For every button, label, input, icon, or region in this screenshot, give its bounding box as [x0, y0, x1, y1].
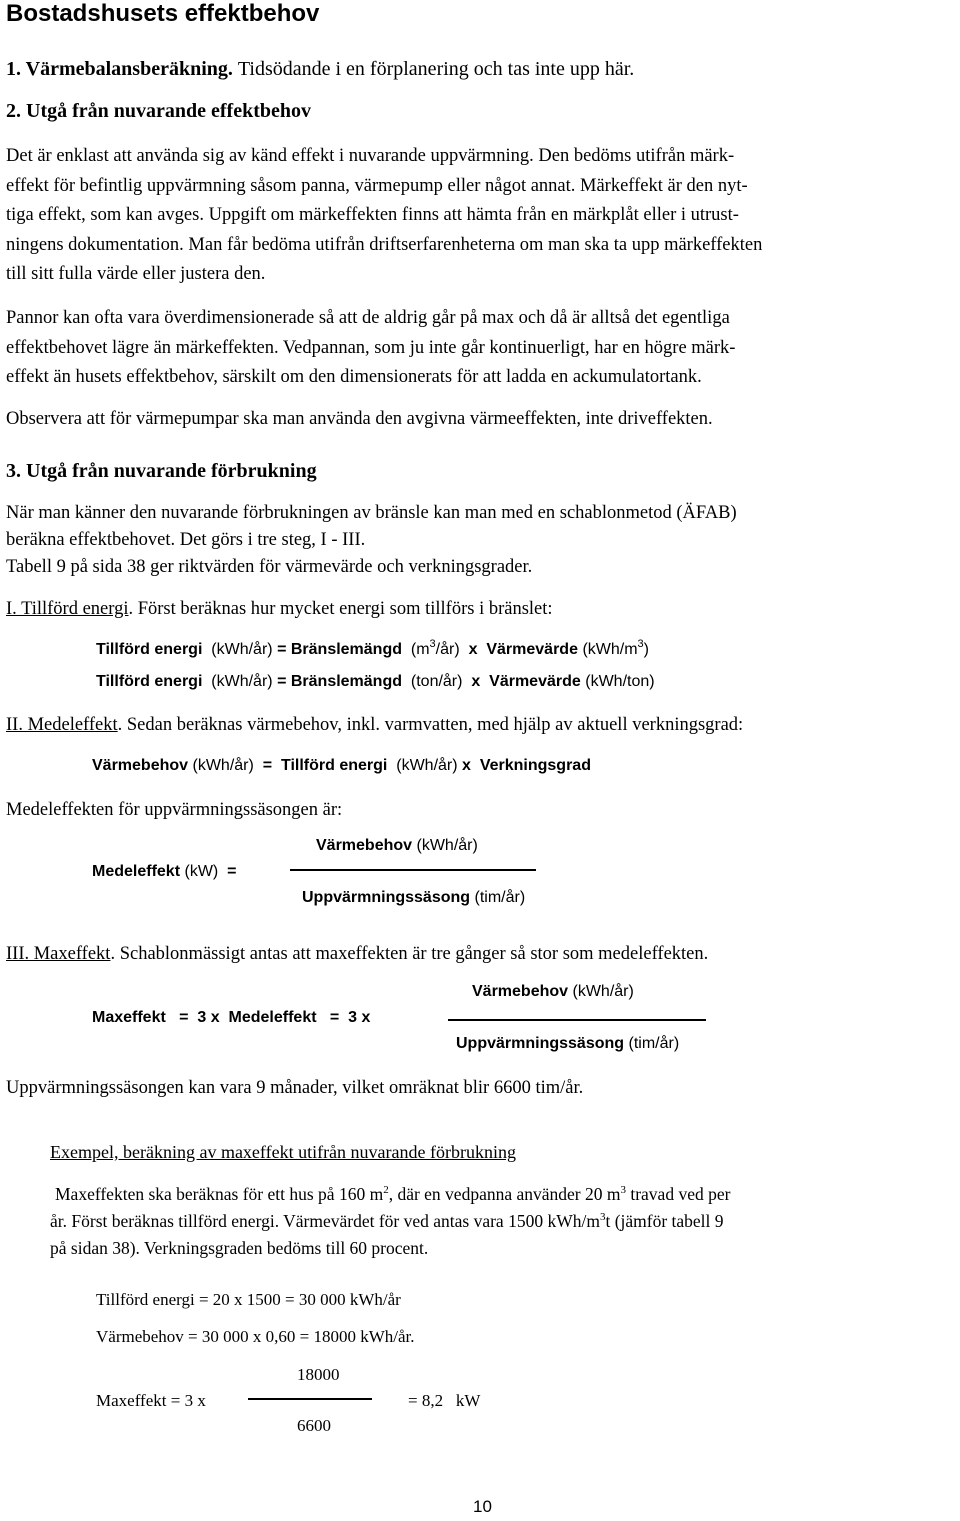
formula-term: Värmebehov	[316, 837, 413, 854]
paragraph-line: Pannor kan ofta vara överdimensionerade så att de aldrig går på max och då är alltså det egentliga	[6, 308, 730, 328]
section-3-heading	[6, 460, 317, 483]
formula-term: Värmebehov	[472, 983, 569, 1000]
calc-maxeffekt-numerator: 18000	[297, 1365, 340, 1384]
formula-term: Bränslemängd	[290, 673, 402, 690]
formula-varmebehov	[92, 757, 591, 775]
page-number: 10	[473, 1497, 492, 1516]
formula-term: Tillförd energi	[96, 673, 203, 690]
formula-unit: (m	[410, 641, 430, 658]
paragraph-line: effekt än husets effektbehov, särskilt om den dimensionerats för att ladda en ackumulatortank.	[6, 367, 702, 387]
formula-term: Verkningsgrad	[479, 757, 591, 774]
paragraph-line: tiga effekt, som kan avges. Uppgift om märkeffekten finns att hämta från en märkplåt eller i utrust-	[6, 205, 739, 225]
formula-4-numerator	[316, 837, 478, 855]
section-1-note: Tidsödande i en förplanering och tas inte upp här.	[237, 58, 635, 80]
formula-term: Medeleffekt	[92, 863, 181, 880]
section-3-paragraph-1	[6, 500, 946, 581]
formula-unit: (kWh/år)	[396, 757, 458, 774]
step-3-label: III. Maxeffekt	[6, 944, 111, 964]
formula-operator: x	[471, 673, 481, 690]
formula-term: Uppvärmningssäsong	[456, 1035, 625, 1052]
paragraph-line: beräkna effektbehovet. Det görs i tre steg, I - III.	[6, 530, 366, 550]
formula-operator: x	[468, 641, 478, 658]
section-2-paragraph-3	[6, 405, 946, 435]
formula-equals: =	[179, 1009, 189, 1026]
example-heading: Exempel, beräkning av maxeffekt utifrån nuvarande förbrukning	[50, 1142, 516, 1162]
section-1-title: Värmebalansberäkning.	[25, 58, 233, 80]
calc-maxeffekt-lhs: Maxeffekt = 3 x	[96, 1391, 206, 1410]
calc-maxeffekt-denominator: 6600	[297, 1416, 331, 1435]
paragraph-line: ningens dokumentation. Man får bedöma utifrån driftserfarenheterna om man ska ta upp märkeffekten	[6, 234, 763, 255]
step-2-label: II. Medeleffekt	[6, 715, 118, 735]
formula-unit: (kWh/m	[582, 641, 638, 658]
formula-superscript: 3	[637, 638, 644, 650]
formula-unit: (kWh/år)	[211, 641, 273, 658]
example-line-1	[50, 1181, 960, 1208]
step-2-description: . Sedan beräknas värmebehov, inkl. varmvatten, med hjälp av aktuell verkningsgrad:	[117, 715, 744, 735]
paragraph-line: Tabell 9 på sida 38 ger riktvärden för värmevärde och verkningsgrader.	[6, 557, 533, 577]
formula-operator: 3 x	[348, 1009, 371, 1026]
example-text: , där en vedpanna använder 20 m	[388, 1184, 621, 1204]
formula-unit: /år)	[435, 641, 460, 658]
fraction-line	[448, 1019, 706, 1021]
example-superscript: 3	[599, 1211, 606, 1223]
formula-unit: (kWh/år)	[211, 673, 273, 690]
formula-unit: (kW)	[184, 863, 219, 880]
paragraph-line: Uppvärmningssäsongen kan vara 9 månader, vilket omräknat blir 6600 tim/år.	[6, 1078, 584, 1098]
formula-unit: (tim/år)	[474, 889, 526, 906]
step-3-description: . Schablonmässigt antas att maxeffekten är tre gånger så stor som medeleffekten.	[110, 944, 709, 964]
medel-intro	[6, 796, 946, 826]
formula-tillford-energi-volume	[96, 638, 649, 659]
result-unit: kW	[455, 1391, 481, 1410]
formula-5-numerator	[472, 983, 634, 1001]
formula-equals: =	[227, 863, 237, 880]
formula-5-lhs	[92, 1009, 370, 1027]
formula-unit: (ton/år)	[410, 673, 463, 690]
example-superscript: 3	[620, 1184, 626, 1196]
formula-superscript: 3	[429, 638, 436, 650]
step-1-text	[6, 595, 946, 625]
formula-term: Uppvärmningssäsong	[302, 889, 471, 906]
example-superscript: 2	[383, 1184, 389, 1196]
formula-unit: (kWh/år)	[416, 837, 478, 854]
formula-equals: =	[277, 673, 287, 690]
calc-tillford-energi: Tillförd energi = 20 x 1500 = 30 000 kWh/år	[96, 1290, 401, 1309]
section-2-paragraph-2	[6, 304, 946, 393]
example-text: Maxeffekten ska beräknas för ett hus på 160 m	[55, 1184, 384, 1204]
formula-term: Maxeffekt	[92, 1009, 166, 1026]
formula-4-denominator	[302, 889, 525, 907]
section-1-number: 1.	[6, 58, 21, 80]
formula-unit: (kWh/år)	[572, 983, 634, 1000]
fraction-line	[290, 869, 536, 871]
formula-operator: 3 x	[197, 1009, 220, 1026]
calc-maxeffekt-result	[408, 1391, 480, 1411]
formula-term: Bränslemängd	[290, 641, 402, 658]
section-3-number: 3.	[6, 460, 21, 482]
example-line-3: på sidan 38). Verkningsgraden bedöms till 60 procent.	[50, 1238, 429, 1258]
formula-term: Värmebehov	[92, 757, 189, 774]
paragraph-line: Observera att för värmepumpar ska man använda den avgivna värmeeffekten, inte driveffekten.	[6, 409, 713, 429]
formula-equals: =	[262, 757, 273, 774]
fraction-line	[248, 1398, 372, 1400]
example-line-2	[50, 1208, 960, 1235]
paragraph-line: Medeleffekten för uppvärmningssäsongen är:	[6, 800, 343, 820]
formula-unit: (tim/år)	[628, 1035, 680, 1052]
step-1-label: I. Tillförd energi	[6, 599, 129, 619]
step-1-description: . Först beräknas hur mycket energi som tillförs i bränslet:	[128, 599, 553, 619]
section-2-number: 2.	[6, 100, 21, 122]
section-1-heading	[6, 58, 634, 81]
page-title: Bostadshusets effektbehov	[6, 0, 320, 27]
calc-varmebehov: Värmebehov = 30 000 x 0,60 = 18000 kWh/år.	[96, 1327, 415, 1346]
section-3-title: Utgå från nuvarande förbrukning	[26, 460, 317, 482]
formula-5-denominator	[456, 1035, 679, 1053]
result-value: = 8,2	[408, 1391, 444, 1410]
formula-term: Medeleffekt	[228, 1009, 317, 1026]
formula-term: Tillförd energi	[96, 641, 203, 658]
paragraph-line: till sitt fulla värde eller justera den.	[6, 264, 266, 284]
section-2-title: Utgå från nuvarande effektbehov	[26, 100, 311, 122]
paragraph-line: effekt för befintlig uppvärmning såsom panna, värmepump eller något annat. Märkeffekt är den nyt-	[6, 175, 748, 196]
formula-unit: (kWh/år)	[192, 757, 254, 774]
formula-equals: =	[277, 641, 287, 658]
formula-term: Värmevärde	[489, 673, 581, 690]
formula-unit: )	[643, 641, 649, 658]
paragraph-line: När man känner den nuvarande förbrukningen av bränsle kan man med en schablonmetod (ÄFAB)	[6, 503, 737, 523]
step-3-text	[6, 940, 946, 970]
formula-4-lhs	[92, 863, 236, 881]
section-2-heading	[6, 100, 311, 123]
formula-operator: x	[462, 757, 471, 774]
step-2-text	[6, 711, 946, 741]
formula-term: Värmevärde	[486, 641, 578, 658]
formula-equals: =	[329, 1009, 340, 1026]
example-paragraph	[50, 1181, 960, 1262]
paragraph-line: Det är enklast att använda sig av känd effekt i nuvarande uppvärmning. Den bedöms utifrån märk-	[6, 146, 735, 166]
example-text: år. Först beräknas tillförd energi. Värmevärdet för ved antas vara 1500 kWh/m	[50, 1211, 600, 1231]
season-note	[6, 1074, 946, 1104]
paragraph-line: effektbehovet lägre än märkeffekten. Vedpannan, som ju inte går kontinuerligt, har en högre märk-	[6, 337, 736, 358]
formula-tillford-energi-weight	[96, 673, 655, 691]
section-2-paragraph-1	[6, 142, 946, 290]
formula-unit: (kWh/ton)	[585, 673, 655, 690]
example-text: travad ved per	[625, 1184, 731, 1204]
formula-term: Tillförd energi	[280, 757, 388, 774]
example-text: t (jämför tabell 9	[605, 1211, 724, 1231]
